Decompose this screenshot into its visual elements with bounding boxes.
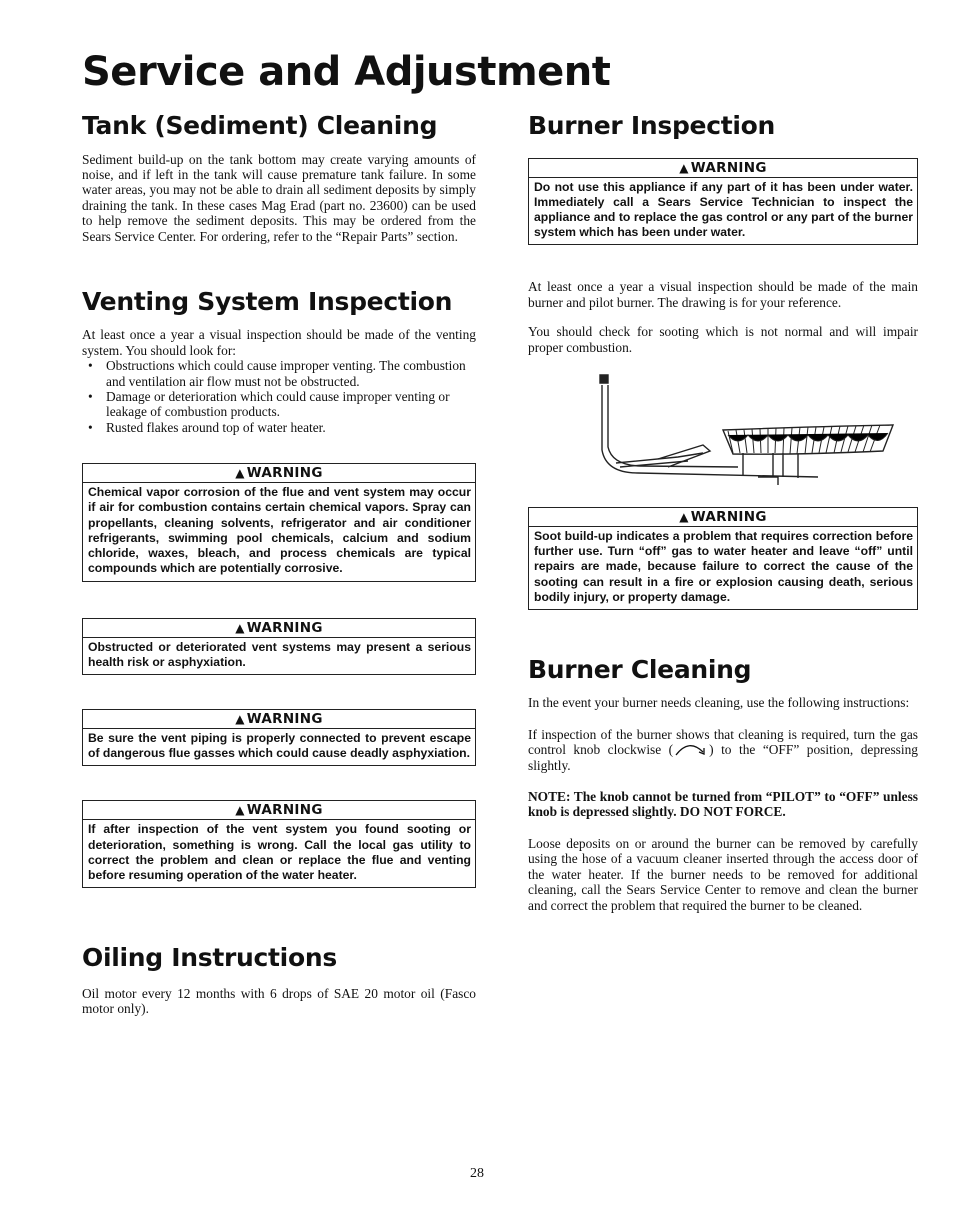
sooting-check-text: You should check for sooting which is not normal and will impair proper combustion.: [528, 324, 918, 355]
warning-text: Be sure the vent piping is properly connected to prevent escape of dangerous flue gasses which could cause deadly asphyxiation.: [88, 730, 471, 761]
warning-title: WARNING: [690, 159, 767, 176]
warning-triangle-icon: ▲: [679, 160, 689, 175]
warning-box-obstructed-vent: [82, 618, 476, 675]
page-number: 28: [470, 1166, 484, 1181]
list-item: • Damage or deterioration which could cause improper venting or leakage of combustion products.: [106, 389, 476, 420]
oiling-text: Oil motor every 12 months with 6 drops of SAE 20 motor oil (Fasco motor only).: [82, 985, 476, 1017]
warning-text: Soot build-up indicates a problem that requires correction before further use. Turn “off” gas to water heater and leave “off” until repairs are made, because failure to correct the cause of the sooting can result in a fire or explosion causing death, serious bodily injury, or property damage.: [534, 528, 913, 604]
tank-cleaning-heading: Tank (Sediment) Cleaning: [82, 111, 438, 140]
warning-box-soot-buildup: [528, 507, 918, 610]
warning-box-chemical-vapor: [82, 463, 476, 581]
tank-cleaning-text: Sediment build-up on the tank bottom may create varying amounts of noise, and if left in the tank will cause premature tank failure. In some water areas, you may not be able to drain all sediment deposits by simply draining the tank. In these cases Mag Erad (part no. 23600) can be used to help remove the sediment deposits. This may be ordered from the Sears Service Center. For ordering, refer to the “Repair Parts” section.: [82, 151, 476, 244]
warning-box-sooting: [82, 800, 476, 888]
venting-checklist: [82, 358, 476, 435]
warning-title: WARNING: [690, 508, 767, 525]
knob-note: NOTE: The knob cannot be turned from “PILOT” to “OFF” unless knob is depressed slightly. DO NOT FORCE.: [528, 789, 918, 820]
knob-instruction-text: If inspection of the burner shows that cleaning is required, turn the gas control knob clockwise ( ) to the “OFF” position, depressing slightly.: [528, 726, 918, 773]
burner-cleaning-text: Loose deposits on or around the burner can be removed by carefully using the hose of a vacuum cleaner inserted through the access door of the water heater. If the burner needs to be removed for additional cleaning, call the Sears Service Center to remove and clean the burner and correct the problem that required the burner to be cleaned.: [528, 835, 918, 913]
venting-intro: At least once a year a visual inspection should be made of the venting system. You should look for:: [82, 327, 476, 358]
left-column: [82, 112, 476, 1016]
warning-box-vent-piping: [82, 709, 476, 766]
warning-triangle-icon: ▲: [235, 711, 245, 726]
burner-inspection-text: At least once a year a visual inspection should be made of the main burner and pilot burner. The drawing is for your reference.: [528, 279, 918, 310]
warning-triangle-icon: ▲: [235, 620, 245, 635]
burner-cleaning-intro: In the event your burner needs cleaning, use the following instructions:: [528, 695, 910, 711]
warning-text: If after inspection of the vent system you found sooting or deterioration, something is wrong. Call the local gas utility to correct the problem and clean or replace the flue and venting before resuming operation of the water heater.: [88, 822, 471, 882]
oiling-heading: Oiling Instructions: [82, 943, 337, 973]
burner-inspection-heading: Burner Inspection: [528, 111, 776, 140]
list-item: • Obstructions which could cause improper venting. The combustion and ventilation air flow must not be obstructed.: [106, 358, 476, 389]
warning-triangle-icon: ▲: [235, 466, 245, 481]
burner-cleaning-heading: Burner Cleaning: [528, 654, 752, 684]
right-column: [528, 112, 918, 913]
clockwise-arrow-icon: [673, 742, 709, 756]
warning-title: WARNING: [246, 619, 323, 636]
venting-heading: Venting System Inspection: [82, 286, 453, 316]
warning-text: Chemical vapor corrosion of the flue and vent system may occur if air for combustion contains certain chemical vapors. Spray can propellants, cleaning solvents, refrigerator and air conditioner refrigerants, swimming pool chemicals, calcium and sodium chloride, waxes, bleach, and process chemicals are typical compounds which are potentially corrosive.: [88, 485, 471, 576]
warning-title: WARNING: [246, 465, 323, 482]
page-title: Service and Adjustment: [82, 49, 611, 95]
warning-text: Do not use this appliance if any part of it has been under water. Immediately call a Sears Service Technician to inspect the appliance and to replace the gas control or any part of the burner system which has been under water.: [534, 179, 913, 240]
burner-drawing: [528, 355, 918, 485]
warning-box-under-water: [528, 158, 918, 246]
warning-title: WARNING: [246, 710, 323, 727]
warning-triangle-icon: ▲: [235, 803, 245, 818]
warning-title: WARNING: [246, 802, 323, 819]
warning-triangle-icon: ▲: [679, 509, 689, 524]
warning-text: Obstructed or deteriorated vent systems may present a serious health risk or asphyxiation.: [88, 639, 471, 669]
list-item: • Rusted flakes around top of water heater.: [106, 420, 476, 435]
